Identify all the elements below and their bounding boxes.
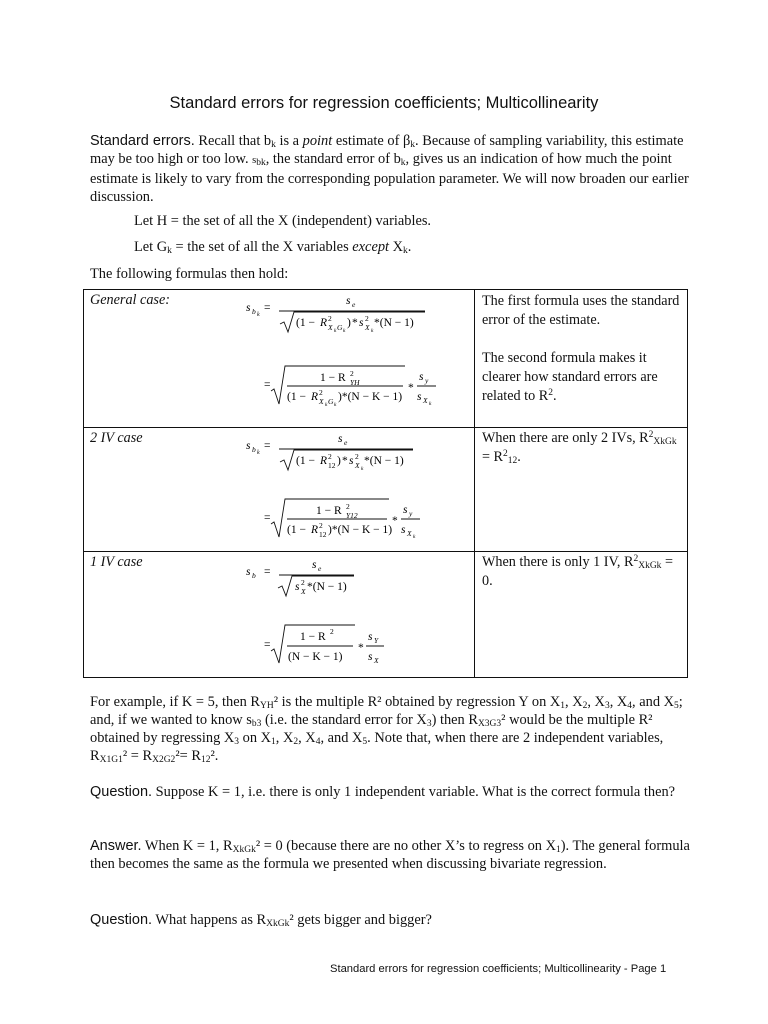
formula-sup: 2 — [327, 314, 332, 323]
formula-sup: 2 — [349, 369, 354, 378]
example-text: ² would be the multiple R² obtained by regressing X — [90, 712, 653, 746]
question-text: What happens as R — [152, 912, 267, 928]
formula-text: (1 − — [295, 317, 315, 329]
formula-sub: X — [406, 529, 412, 538]
case-label-1iv: 1 IV case — [84, 552, 208, 678]
formula-sub: b — [251, 571, 256, 580]
formula-sub: e — [317, 564, 321, 573]
subscript: XkGk — [653, 437, 677, 447]
note-text: = R — [482, 449, 504, 465]
formula-s: s — [416, 391, 421, 403]
subscript: 5 — [674, 701, 679, 711]
subscript: b3 — [251, 719, 262, 729]
formula-sub: G — [336, 323, 342, 332]
subscript: k — [400, 158, 406, 168]
formula-sub: k — [324, 402, 327, 408]
formula-sub: b — [251, 307, 256, 316]
example-text: , and X — [632, 694, 675, 710]
formula-table — [83, 289, 688, 678]
sbk-symbol: s — [252, 155, 257, 166]
formula-sub: y — [408, 509, 412, 518]
formula-text: *(N − 1) — [373, 317, 414, 329]
subscript: 1 — [271, 737, 276, 747]
except-emphasis: except — [352, 239, 390, 255]
formula-text: )*(N − K − 1) — [337, 391, 402, 403]
note-general-1: The first formula uses the standard error of the estimate. — [482, 293, 680, 328]
page-title: Standard errors for regression coefficients; Multicollinearity — [169, 94, 599, 112]
subscript: 4 — [627, 701, 633, 711]
superscript: 2 — [648, 430, 654, 440]
formula-sub: e — [343, 438, 347, 447]
formula-text: 1 − R — [315, 505, 342, 517]
formula-s: s — [337, 433, 342, 445]
formula-eq: = — [263, 566, 270, 578]
formula-s: s — [245, 302, 250, 314]
formula-sub: k — [256, 450, 260, 456]
note-2iv — [482, 429, 681, 467]
formula-sub: y — [424, 376, 428, 385]
formula-star: * — [341, 455, 348, 467]
note-1iv — [482, 553, 681, 591]
formula-s: s — [311, 559, 316, 571]
formula-star: * — [407, 382, 414, 394]
formula-text: ) — [336, 455, 341, 467]
note-text: The second formula makes it clearer how standard errors are related to R — [482, 350, 658, 404]
example-text: For example, if K = 5, then R — [90, 694, 260, 710]
example-text: (i.e. the standard error for X — [261, 712, 427, 728]
let-g-text: . — [407, 239, 412, 255]
intro-text: is a — [275, 133, 303, 149]
formula-s: s — [294, 581, 299, 593]
formula-r: R — [310, 524, 318, 536]
let-g-text: = the set of all the X variables — [171, 239, 353, 255]
formulas-hold-line: The following formulas then hold: — [90, 266, 289, 282]
formula-sub: k — [428, 401, 431, 407]
question-1 — [90, 783, 690, 801]
subscript: X2G2 — [152, 755, 176, 765]
formula-sub: 12 — [327, 461, 335, 470]
one-iv-formulas — [208, 552, 475, 672]
intro-text: , gives us an indication of how much the point estimate is likely to vary from the corresponding population parameter. We will now broaden our earlier discussion. — [90, 151, 689, 205]
formula-text: (N − K − 1) — [287, 651, 342, 663]
formula-text: (1 − — [286, 391, 306, 403]
formula-sub: X — [373, 656, 379, 665]
formula-cell-1iv — [208, 552, 475, 678]
note-text: When there are only 2 IVs, R — [482, 430, 649, 446]
intro-paragraph — [90, 132, 690, 206]
example-text: ² is the multiple R² obtained by regression Y on X — [273, 694, 561, 710]
formula-sup: 2 — [318, 521, 323, 530]
subscript: 3 — [604, 701, 610, 711]
subscript: bk — [256, 158, 266, 168]
subscript: XkGk — [266, 919, 290, 929]
example-text: ²= R — [175, 748, 201, 764]
subscript: XkGk — [232, 845, 256, 855]
subscript: 1 — [560, 701, 566, 711]
formula-s: s — [418, 371, 423, 383]
formula-sup: 2 — [327, 452, 332, 461]
formula-cell-2iv — [208, 428, 475, 552]
case-label-general: General case: — [84, 290, 208, 428]
formula-sup: 2 — [345, 502, 350, 511]
formula-sub: k — [342, 328, 345, 334]
example-paragraph — [90, 693, 690, 765]
formula-eq: = — [263, 639, 270, 651]
example-text: , X — [609, 694, 628, 710]
let-g-text: X — [389, 239, 404, 255]
formula-s: s — [245, 566, 250, 578]
note-general-2 — [482, 349, 681, 406]
formula-sup: 2 — [300, 578, 305, 587]
formula-s: s — [402, 504, 407, 516]
two-iv-formulas — [208, 428, 475, 546]
example-text: ² = R — [122, 748, 153, 764]
subscript: 3 — [234, 737, 240, 747]
subscript: 2 — [582, 701, 588, 711]
formula-s: s — [245, 440, 250, 452]
example-text: ². — [210, 748, 219, 764]
formula-text: ) — [346, 317, 351, 329]
superscript: 2 — [633, 554, 639, 564]
formula-text: (1 − — [295, 455, 315, 467]
formula-sub: k — [370, 328, 373, 334]
table-row-2iv — [84, 428, 688, 552]
formula-sub: k — [333, 328, 336, 334]
formula-eq: = — [263, 302, 270, 314]
formula-s: s — [367, 651, 372, 663]
example-text: ) then R — [431, 712, 478, 728]
subscript: k — [410, 140, 416, 150]
example-text: ; and, if we wanted to know s — [90, 694, 683, 728]
page-footer: Standard errors for regression coefficients; Multicollinearity - Page 1 — [330, 963, 667, 975]
example-text: , X — [587, 694, 605, 710]
question-2 — [90, 911, 690, 929]
formula-sub: X — [364, 323, 370, 332]
subscript: 3 — [426, 719, 432, 729]
let-g-line — [134, 238, 734, 256]
formula-sub: X — [318, 397, 324, 406]
formula-sub: X — [422, 396, 428, 405]
subscript: 1 — [555, 845, 561, 855]
superscript: 2 — [548, 388, 553, 398]
answer-1 — [90, 837, 690, 873]
formula-eq: = — [263, 512, 270, 524]
formula-sup: 2 — [354, 452, 359, 461]
formula-sub: 12 — [318, 530, 326, 539]
formula-r: R — [310, 391, 318, 403]
intro-text: , the standard error of b — [265, 151, 401, 167]
formula-eq: = — [263, 440, 270, 452]
answer-lead: Answer. — [90, 838, 142, 854]
note-text: = 0. — [482, 554, 673, 589]
formula-sub: Y12 — [345, 511, 358, 520]
question-lead: Question. — [90, 784, 153, 800]
formula-text: )*(N − K − 1) — [327, 524, 392, 536]
formula-star: * — [351, 317, 358, 329]
answer-text: ). The general formula then becomes the same as the formula we presented when discussing bivariate regression. — [90, 838, 690, 872]
formula-eq: = — [263, 379, 270, 391]
note-cell-2iv — [475, 428, 688, 552]
subscript: 12 — [507, 456, 518, 466]
formula-sub: b — [251, 445, 256, 454]
formula-sup: 2 — [318, 388, 323, 397]
question-text: ² gets bigger and bigger? — [289, 912, 432, 928]
formula-sub: X — [300, 587, 306, 596]
let-g-text: Let G — [134, 239, 168, 255]
formula-s: s — [367, 631, 372, 643]
subscript: X3G3 — [477, 719, 502, 729]
formula-text: 1 − R — [299, 631, 326, 643]
formula-star: * — [391, 515, 398, 527]
formula-sup: 2 — [364, 314, 369, 323]
formula-sub: k — [360, 466, 363, 472]
formula-s: s — [358, 317, 363, 329]
formula-text: *(N − 1) — [363, 455, 404, 467]
example-text: , X — [275, 730, 294, 746]
example-text: on X — [239, 730, 272, 746]
answer-text: ² = 0 (because there are no other X’s to regress on X — [255, 838, 556, 854]
formula-r: R — [319, 455, 327, 467]
example-text: , and X — [320, 730, 363, 746]
subscript: 4 — [315, 737, 321, 747]
subscript: k — [271, 140, 276, 150]
superscript: 2 — [503, 449, 508, 459]
general-case-formulas — [208, 290, 475, 422]
table-row-1iv — [84, 552, 688, 678]
note-text: . — [517, 449, 521, 465]
case-label-2iv: 2 IV case — [84, 428, 208, 552]
formula-r: R — [319, 317, 327, 329]
intro-text: . Because of sampling variability, this estimate may be too high or too low. — [90, 133, 684, 167]
note-text: . — [552, 388, 557, 404]
formula-sub: X — [327, 323, 333, 332]
intro-text: Recall that b — [194, 133, 272, 149]
formula-text: *(N − 1) — [306, 581, 347, 593]
example-text: , X — [565, 694, 583, 710]
subscript: k — [167, 246, 172, 256]
table-row-general — [84, 290, 688, 428]
subscript: 12 — [200, 755, 211, 765]
intro-point-emphasis: point — [302, 133, 333, 149]
formula-sub: YH — [349, 378, 360, 387]
formula-sub: e — [351, 300, 355, 309]
note-cell-general — [475, 290, 688, 428]
formula-s: s — [348, 455, 353, 467]
example-text: , X — [298, 730, 316, 746]
formula-star: * — [357, 642, 364, 654]
subscript: XkGk — [638, 561, 662, 571]
subscript: 5 — [362, 737, 368, 747]
formula-s: s — [345, 295, 350, 307]
formula-sub: k — [333, 402, 336, 408]
formula-sub: Y — [373, 636, 378, 645]
question-lead: Question. — [90, 912, 153, 928]
answer-text: When K = 1, R — [141, 838, 233, 854]
note-cell-1iv — [475, 552, 688, 678]
note-text: When there is only 1 IV, R — [482, 554, 634, 570]
example-text: . Note that, when there are 2 independent variables, R — [90, 730, 664, 764]
intro-text: estimate of β — [332, 133, 411, 149]
subscript: YH — [259, 701, 274, 711]
intro-lead: Standard errors. — [90, 133, 195, 149]
formula-text: (1 − — [286, 524, 306, 536]
subscript: X1G1 — [99, 755, 123, 765]
let-h-line: Let H = the set of all the X (independent) variables. — [134, 213, 432, 229]
formula-sub: G — [327, 397, 333, 406]
question-text: Suppose K = 1, i.e. there is only 1 independent variable. What is the correct formula then? — [152, 784, 676, 800]
formula-sub: k — [256, 312, 260, 318]
formula-sub: k — [412, 534, 415, 540]
formula-text: 1 − R — [319, 372, 346, 384]
formula-sup: 2 — [329, 627, 334, 636]
formula-s: s — [400, 524, 405, 536]
subscript: k — [403, 246, 408, 256]
formula-sub: X — [354, 461, 360, 470]
formula-cell-general — [208, 290, 475, 428]
subscript: 2 — [293, 737, 299, 747]
